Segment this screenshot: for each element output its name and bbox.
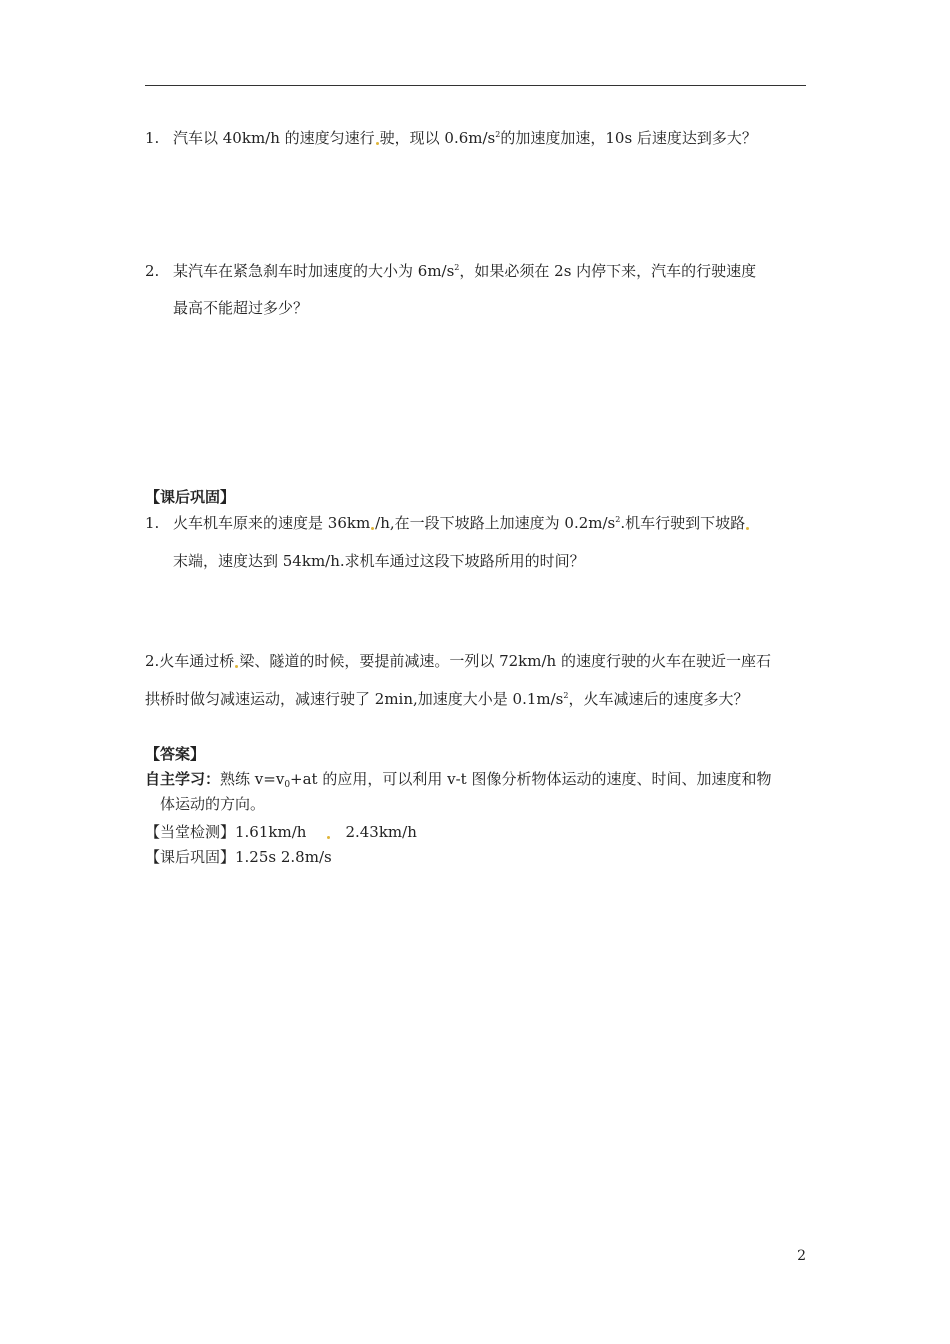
problem-2-sup: 2 (454, 263, 460, 272)
consolidation-q2-text-a: 2.火车通过桥 (145, 652, 235, 670)
consolidation-q2-text-b: 梁、隧道的时候，要提前减速。一列以 72km/h 的速度行驶的火车在驶近一座石 (239, 652, 771, 670)
consolidation-q2-sup: 2 (563, 691, 569, 700)
annotation-mark-icon (371, 527, 374, 530)
problem-1 (145, 128, 757, 148)
problem-2-number: 2. (145, 262, 160, 280)
problem-2-line-2: 最高不能超过多少？ (173, 299, 309, 317)
problem-2-text-b: ，如果必须在 2s 内停下来，汽车的行驶速度 (459, 262, 757, 280)
answers-heading: 【答案】 (145, 745, 206, 763)
consolidation-heading: 【课后巩固】 (145, 488, 236, 506)
consolidation-q1-text-b: /h,在一段下坡路上加速度为 0.2m/s (375, 514, 616, 532)
problem-1-number: 1. (145, 129, 160, 147)
problem-1-sup: 2 (495, 130, 501, 139)
consolidation-q1 (145, 513, 750, 533)
header-rule (145, 85, 806, 86)
consolidation-q2-line-2a: 拱桥时做匀减速运动，减速行驶了 2min,加速度大小是 0.1m/s (145, 690, 564, 708)
answers-in-class-check-b: 2.43km/h (345, 823, 417, 841)
problem-2 (145, 261, 756, 281)
consolidation-q1-text-a: 火车机车原来的速度是 36km (173, 514, 371, 532)
consolidation-q1-number: 1. (145, 514, 160, 532)
consolidation-q2 (145, 651, 771, 671)
consolidation-q1-line-2: 末端，速度达到 54km/h.求机车通过这段下坡路所用的时间？ (173, 552, 585, 570)
answers-after-class: 【课后巩固】1.25s 2.8m/s (145, 848, 332, 866)
page-number: 2 (797, 1248, 806, 1264)
problem-1-text-b: 驶，现以 0.6m/s (379, 129, 496, 147)
problem-2-text-a: 某汽车在紧急刹车时加速度的大小为 6m/s (173, 262, 455, 280)
annotation-mark-icon (746, 527, 749, 530)
consolidation-q1-sup: 2 (615, 515, 621, 524)
annotation-mark-icon (376, 142, 379, 145)
consolidation-q1-text-c: .机车行驶到下坡路 (620, 514, 746, 532)
consolidation-q2-line-2b: ，火车减速后的速度多大？ (568, 690, 749, 708)
answers-self-study (145, 769, 771, 789)
annotation-mark-icon (235, 665, 238, 668)
answers-self-study-text-b: +at 的应用，可以利用 v-t 图像分析物体运动的速度、时间、加速度和物 (290, 770, 772, 788)
answers-in-class-check (145, 822, 417, 842)
answers-self-study-sub: 0 (284, 780, 291, 790)
answers-in-class-check-a: 【当堂检测】1.61km/h (145, 823, 307, 841)
annotation-mark-icon (327, 836, 330, 839)
problem-1-text-a: 汽车以 40km/h 的速度匀速行 (173, 129, 375, 147)
consolidation-q2-line-2 (145, 689, 748, 709)
answers-self-study-text-a: 熟练 v=v (220, 770, 285, 788)
answers-self-study-line-2: 体运动的方向。 (160, 795, 266, 813)
answers-self-study-label: 自主学习： (145, 770, 221, 788)
problem-1-text-c: 的加速度加速，10s 后速度达到多大？ (500, 129, 757, 147)
